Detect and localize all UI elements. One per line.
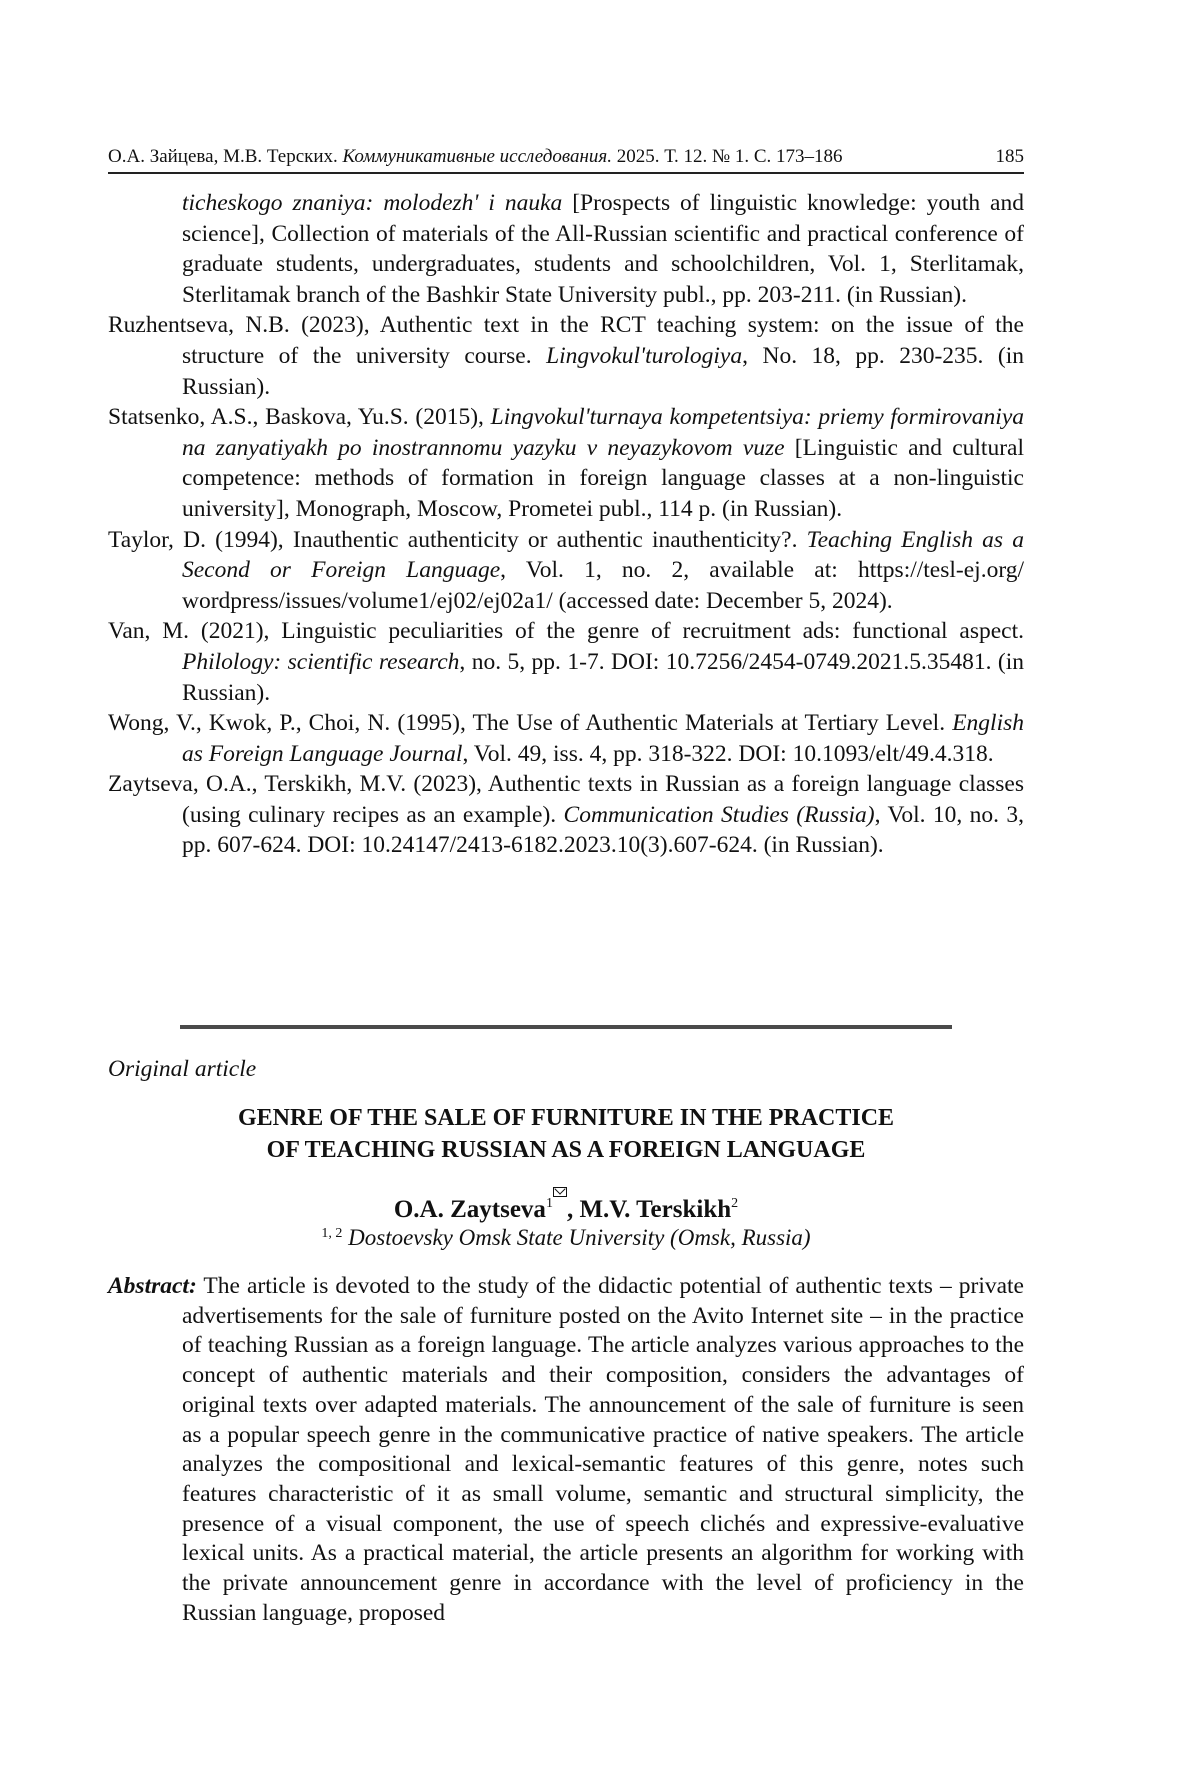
reference-source-title: ticheskogo znaniya: molodezh' i nauka: [182, 190, 563, 216]
abstract-label: Abstract:: [108, 1273, 197, 1299]
reference-text: , Vol. 49, iss. 4, pp. 318-322. DOI: 10.1093/elt/49.4.318.: [462, 740, 994, 767]
reference-entry: [108, 188, 1024, 310]
title-line-2: OF TEACHING RUSSIAN AS A FOREIGN LANGUAGE: [266, 1137, 866, 1163]
reference-text: Taylor, D. (1994), Inauthentic authenticity or authentic inauthenticity?.: [108, 526, 807, 553]
abstract: [108, 1272, 1024, 1628]
reference-source-title: Teaching English as a Second or Foreign Language: [182, 526, 1024, 584]
reference-source-title: English as Foreign Language Journal: [182, 710, 1024, 767]
header-details: 2025. Т. 12. № 1. С. 173–186: [616, 146, 843, 167]
header-journal: Коммуникативные исследования.: [342, 146, 612, 167]
reference-entry: [108, 525, 1024, 617]
author-2-sup: 2: [731, 1196, 739, 1211]
affiliation-text: Dostoevsky Omsk State University (Omsk, Russia): [348, 1225, 811, 1250]
reference-text: Wong, V., Kwok, P., Choi, N. (1995), The Use of Authentic Materials at Tertiary Level.: [108, 710, 953, 737]
reference-entry: [108, 310, 1024, 402]
title-line-1: GENRE OF THE SALE OF FURNITURE IN THE PRACTICE: [237, 1105, 895, 1131]
abstract-text: The article is devoted to the study of the didactic potential of authentic texts – private advertisements for the sale of furniture posted on the Avito Internet site – in the practice of teaching Russian as a foreign language. The article analyzes various approaches to the concept of authentic materials and their composition, considers the advantages of original texts over adapted materials. The announcement of the sale of furniture is seen as a popular speech genre in the communicative practice of native speakers. The article analyzes the compositional and lexical-semantic features of this genre, notes such features characteristic of it as small volume, semantic and structural simplicity, the presence of a visual component, the use of speech clichés and expressive-evaluative lexical units. As a practical material, the article presents an algorithm for working with the private announcement genre in accordance with the level of proficiency in the Russian language, proposed: [182, 1273, 1024, 1626]
reference-text: [Prospects of linguistic knowledge: youth and science], Collection of materials of the All-Russian scientific and practical conference of graduate students, undergraduates, students and schoolchildren, Vol. 1, Sterlitamak, Sterlitamak branch of the Bashkir State University publ., pp. 203-211. (in Russian).: [182, 190, 1024, 308]
reference-source-title: Philology: scientific research: [182, 648, 460, 675]
affiliation: [108, 1219, 1024, 1253]
page-number: 185: [995, 146, 1024, 167]
reference-source-title: Communication Studies (Russia): [563, 801, 875, 828]
reference-entry: [108, 402, 1024, 524]
email-icon: [553, 1187, 567, 1197]
reference-entry: [108, 708, 1024, 769]
reference-entry: [108, 769, 1024, 861]
author-1-sup: 1: [546, 1196, 567, 1211]
reference-source-title: Lingvokul'turnaya kompetentsiya: priemy formirovaniya na zanyatiyakh po inostrannomu yazyku v neyazykovom vuze: [182, 404, 1024, 461]
affiliation-sup: 1, 2: [321, 1226, 343, 1241]
reference-list: [108, 188, 1024, 861]
reference-text: , No. 18, pp. 230-235. (in Russian).: [182, 342, 1025, 400]
reference-text: , Vol. 10, no. 3, pp. 607-624. DOI: 10.24147/2413-6182.2023.10(3).607-624. (in Russian).: [182, 801, 1025, 859]
reference-source-title: Lingvokul'turologiya: [546, 342, 743, 369]
reference-text: , Vol. 1, no. 2, available at: https://tesl-ej.org/ wordpress/issues/volume1/ej02/ej02a1/ (accessed date: December 5, 2024).: [182, 557, 1025, 614]
reference-text: Zaytseva, O.A., Terskikh, M.V. (2023), Authentic texts in Russian as a foreign language classes (using culinary recipes as an example).: [108, 771, 1024, 828]
reference-text: Ruzhentseva, N.B. (2023), Authentic text in the RCT teaching system: on the issue of the structure of the university course.: [108, 312, 1024, 369]
reference-text: [Linguistic and cultural competence: methods of formation in foreign language classes at a non-linguistic university], Monograph, Moscow, Prometei publ., 114 p. (in Russian).: [182, 434, 1024, 522]
reference-text: , no. 5, pp. 1-7. DOI: 10.7256/2454-0749.2021.5.35481. (in Russian).: [182, 648, 1024, 706]
article-title: [108, 1102, 1024, 1166]
reference-text: Van, M. (2021), Linguistic peculiarities of the genre of recruitment ads: functional aspect.: [108, 618, 1024, 645]
author-separator: ,: [566, 1196, 580, 1223]
section-divider: [180, 1025, 952, 1029]
article-type: Original article: [108, 1056, 257, 1082]
author-2: M.V. Terskikh: [579, 1196, 732, 1223]
reference-text: Statsenko, A.S., Baskova, Yu.S. (2015),: [108, 404, 491, 431]
header-citation: [108, 146, 843, 168]
reference-entry: [108, 616, 1024, 708]
header-authors: О.А. Зайцева, М.В. Терских.: [108, 146, 338, 167]
running-header: [108, 146, 1024, 174]
author-1: O.A. Zaytseva: [393, 1196, 546, 1223]
